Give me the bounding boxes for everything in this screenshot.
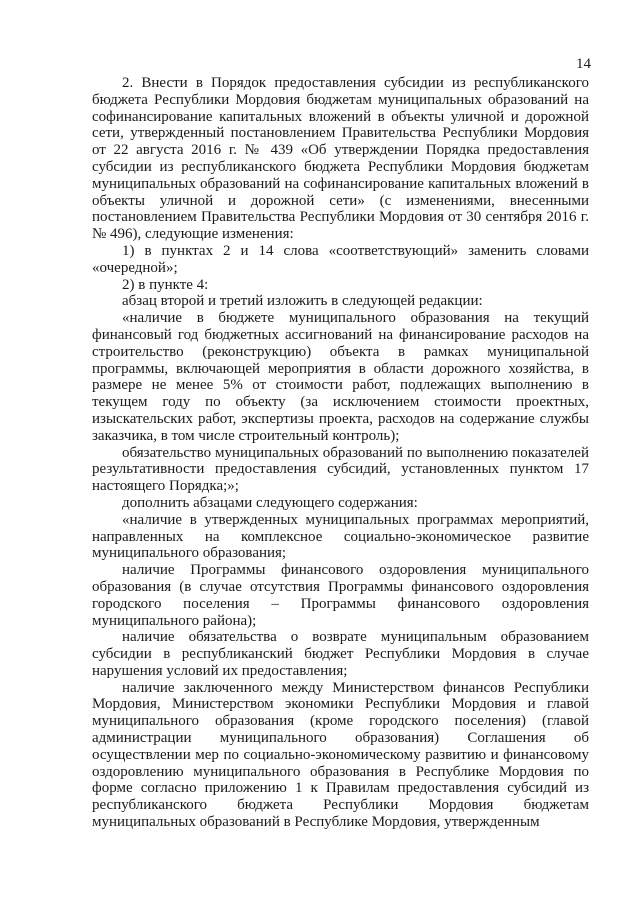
paragraph-item-2: 2) в пункте 4: (122, 276, 209, 293)
paragraph-budget-condition: «наличие в бюджете муниципального образования на текущий финансовый год бюджетных ассигнований на финансирование расходов на строительство (реконструкцию) объекта в рамках муниципальной программы, включающей мероприятия в области дорожного хозяйства, в размере не менее 5% от стоимости работ, подлежащих выполнению в текущем году по объекту (за исключением стоимости проектных, изыскательских работ, экспертизы проекта, расходов на содержание службы заказчика, в том числе строительный контроль); (92, 310, 589, 444)
paragraph-supplement: дополнить абзацами следующего содержания: (122, 494, 418, 511)
paragraph-amendment-intro: 2. Внести в Порядок предоставления субсидии из республиканского бюджета Республики Мордовия бюджетам муниципальных образований на софинансирование капитальных вложений в объекты уличной и дорожной сети, утвержденный постановлением Правительства Республики Мордовия от 22 августа 2016 г. № 439 «Об утверждении Порядка предоставления субсидии из республиканского бюджета Республики Мордовия бюджетам муниципальных образований на софинансирование капитальных вложений в объекты уличной и дорожной сети» (с изменениями, внесенными постановлением Правительства Республики Мордовия от 30 сентября 2016 г. № 496), следующие изменения: (92, 75, 589, 243)
paragraph-recovery-program: наличие Программы финансового оздоровления муниципального образования (в случае отсутствия Программы финансового оздоровления городского поселения – Программы финансового оздоровления муниципального района); (92, 562, 589, 629)
page-number: 14 (576, 56, 591, 72)
document-body (92, 75, 589, 831)
paragraph-replace-abzats: абзац второй и третий изложить в следующей редакции: (122, 293, 483, 310)
paragraph-return-obligation: наличие обязательства о возврате муниципальным образованием субсидии в республиканский бюджет Республики Мордовия в случае нарушения условий их предоставления; (92, 629, 589, 679)
paragraph-programs: «наличие в утвержденных муниципальных программах мероприятий, направленных на комплексное социально-экономическое развитие муниципального образования; (92, 511, 589, 562)
paragraph-agreement: наличие заключенного между Министерством финансов Республики Мордовия, Министерством экономики Республики Мордовия и главой муниципального образования (кроме городского поселения) (главой администрации муниципального образования) Соглашения об осуществлении мер по социально-экономическому развитию и финансовому оздоровлению муниципального образования в Республике Мордовия по форме согласно приложению 1 к Правилам предоставления субсидий из республиканского бюджета Республики Мордовия бюджетам муниципальных образований в Республике Мордовия, утвержденным (92, 679, 589, 831)
paragraph-item-1: 1) в пунктах 2 и 14 слова «соответствующий» заменить словами «очередной»; (92, 242, 589, 276)
paragraph-obligation: обязательство муниципальных образований по выполнению показателей результативности предоставления субсидий, установленных пунктом 17 настоящего Порядка;»; (92, 444, 589, 495)
